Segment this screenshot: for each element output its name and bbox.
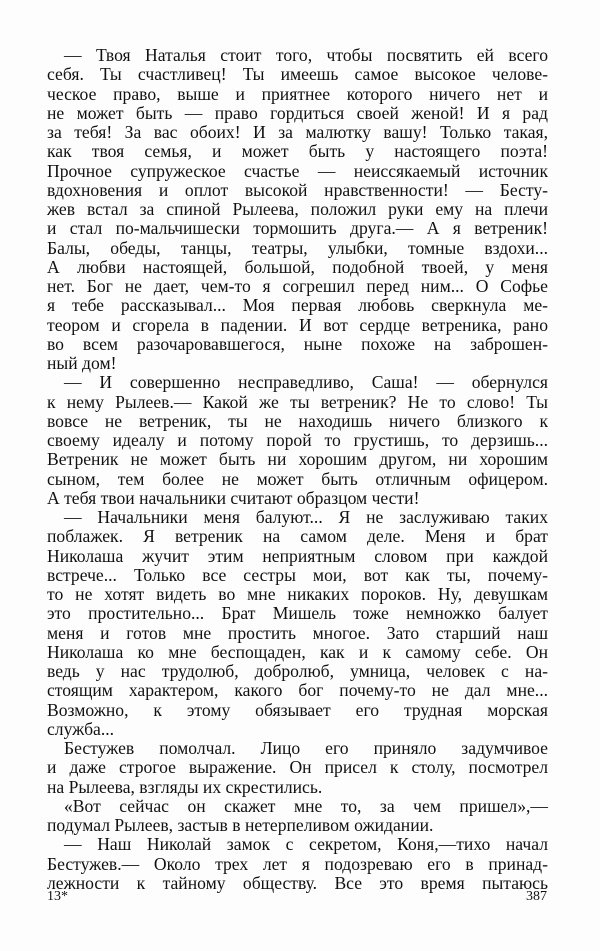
text-line: я тебе рассказывал... Моя первая любовь сверкнула ме- (47, 295, 548, 316)
text-line: это простительно... Брат Мишель тоже немножко балует (47, 603, 548, 624)
text-line: нет. Бог не дает, чем-то я согрешил перед ним... О Софье (47, 276, 548, 296)
text-line: ный дом! (47, 353, 117, 373)
text-line: теором и сгорела в падении. И вот сердце ветреника, рано (47, 314, 548, 335)
text-line: А любви настоящей, большой, подобной твоей, у меня (47, 256, 548, 277)
text-line: встрече... Только все сестры мои, вот как ты, почему- (47, 564, 548, 585)
text-line: то не хотят видеть во мне никаких пороков. Ну, девушкам (47, 584, 548, 604)
text-line: Бестужев.— Около трех лет я подозреваю его в принад- (47, 853, 548, 874)
text-line: ведь у нас трудолюб, добролюб, умница, человек с на- (47, 661, 548, 681)
text-line: лежности к тайному обществу. Все это время пытаюсь (47, 872, 548, 893)
text-line: «Вот сейчас он скажет мне то, за чем пришел»,— (64, 795, 548, 816)
text-line: Балы, обеды, танцы, театры, улыбки, томные вздохи... (47, 237, 548, 258)
text-line: и даже строгое выражение. Он присел к столу, посмотрел (47, 757, 548, 778)
text-line: Возможно, к этому обязывает его трудная морская (47, 699, 548, 720)
text-line: к нему Рылеев.— Какой же ты ветреник? Не то слово! Ты (47, 391, 548, 412)
text-line: А тебя твои начальники считают образцом чести! (47, 487, 420, 508)
text-line: на Рылеева, взгляды их скрестились. (47, 776, 323, 797)
text-line: своему идеалу и потому порой то грустишь, то дерзишь... (47, 430, 548, 450)
text-line: Николаша ко мне беспощаден, как и к самому себе. Он (47, 641, 548, 662)
text-line: жев встал за спиной Рылеева, положил руки ему на плечи (47, 199, 548, 219)
text-line: — Начальники меня балуют... Я не заслуживаю таких (64, 507, 548, 527)
page-number: 387 (526, 889, 547, 904)
body-text (47, 46, 548, 893)
text-line: себя. Ты счастливец! Ты имеешь самое высокое челове- (47, 64, 548, 85)
text-line: поблажек. Я ветреник на самом деле. Меня и брат (47, 526, 548, 547)
text-line: вовсе не ветреник, ты не находишь ничего близкого к (47, 410, 548, 431)
text-line: Бестужев помолчал. Лицо его приняло задумчивое (64, 738, 548, 758)
text-line: — Твоя Наталья стоит того, чтобы посвятить ей всего (64, 45, 548, 65)
text-line: вдохновения и оплот высокой нравственности! — Бесту- (47, 179, 548, 200)
text-line: за тебя! За вас обоих! И за малютку вашу! Только такая, (47, 122, 548, 142)
text-line: сыном, тем более не может быть отличным офицером. (47, 468, 548, 489)
text-line: Николаша жучит этим неприятным словом при каждой (47, 545, 548, 566)
text-line: ческое право, выше и приятнее которого ничего нет и (47, 83, 548, 104)
text-line: Прочное супружеское счастье — неиссякаемый источник (47, 160, 548, 181)
text-line: — И совершенно несправедливо, Саша! — обернулся (64, 372, 548, 393)
printer-signature: 13* (47, 889, 68, 904)
text-line: подумал Рылеев, застыв в нетерпеливом ожидании. (47, 815, 434, 835)
text-line: меня и готов мне простить многое. Зато старший наш (47, 622, 548, 643)
text-line: как твоя семья, и может быть у настоящего поэта! (47, 141, 548, 162)
text-line: стоящим характером, какого бог почему-то не дал мне... (47, 680, 548, 701)
text-line: — Наш Николай замок с секретом, Коня,—тихо начал (64, 834, 548, 855)
text-line: Ветреник не может быть ни хорошим другом, ни хорошим (47, 449, 548, 470)
text-line: во всем разочаровавшегося, ныне похоже на заброшен- (47, 333, 548, 354)
text-line: служба... (47, 718, 115, 739)
text-line: не может быть — право гордиться своей женой! И я рад (47, 102, 548, 123)
text-line: и стал по-мальчишески тормошить друга.— А я ветреник! (47, 218, 548, 239)
